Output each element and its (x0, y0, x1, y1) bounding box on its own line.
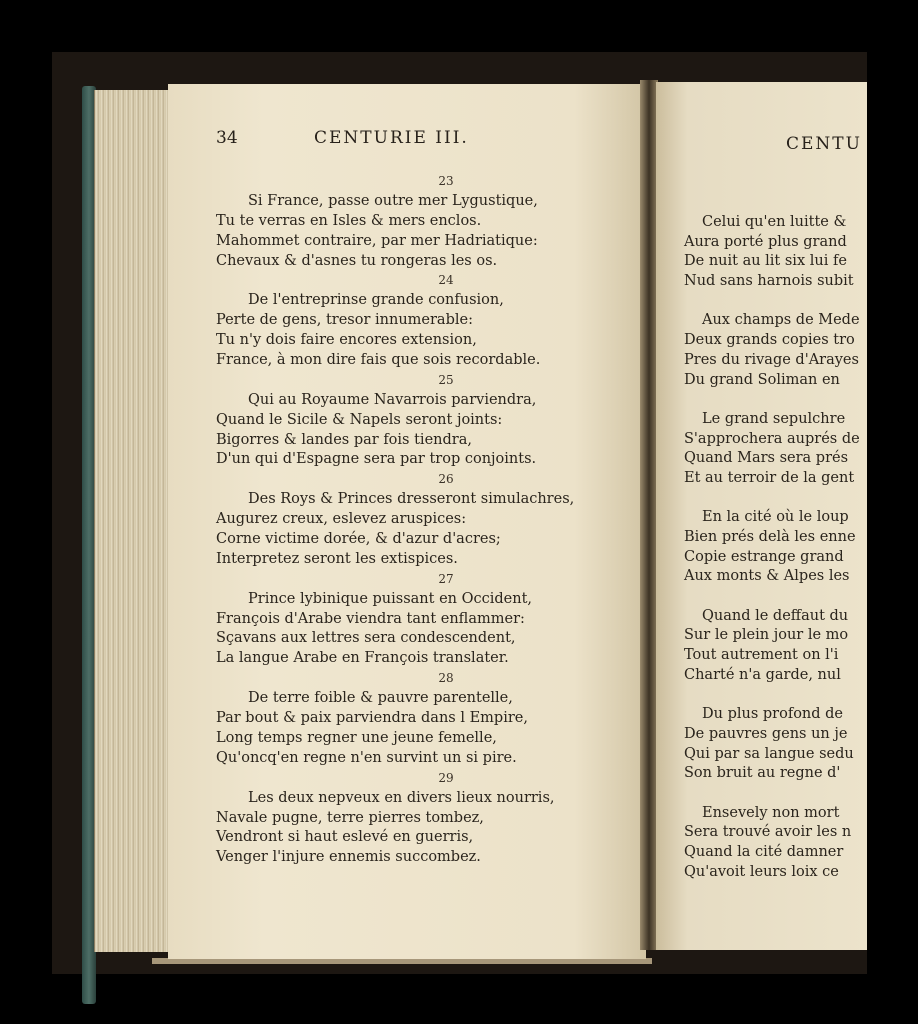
verse-line: Tout autrement on l'i (684, 647, 839, 664)
verse-line: Augurez creux, eslevez aruspices: (216, 511, 467, 528)
verse-line: Sera trouvé avoir les n (684, 824, 852, 841)
verse-line: De pauvres gens un je (684, 725, 848, 742)
verse-line: Prince lybinique puissant en Occident, (248, 590, 533, 607)
right-stanza (684, 804, 867, 883)
verse-line: Et au terroir de la gent (684, 469, 855, 486)
quatrain-number: 23 (438, 174, 454, 188)
verse-line: Des Roys & Princes dresseront simulachres, (248, 491, 575, 508)
verse-line: Venger l'injure ennemis succombez. (216, 849, 481, 866)
quatrain-number: 27 (438, 571, 454, 586)
right-running-head: CENTU (786, 134, 862, 154)
verse-line: En la cité où le loup (702, 509, 849, 526)
right-stanza (684, 607, 867, 686)
verse-line: François d'Arabe viendra tant enflammer: (216, 610, 525, 627)
right-page-text (684, 213, 867, 902)
verse-line: Son bruit au regne d' (684, 765, 841, 782)
right-stanza (684, 213, 867, 292)
verse-line: Aura porté plus grand (684, 233, 847, 250)
right-stanza (684, 410, 867, 489)
right-stanza (684, 311, 867, 390)
verse-line: Quand Mars sera prés (684, 450, 849, 467)
quatrain-number: 28 (438, 671, 454, 686)
verse-line: Le grand sepulchre (702, 410, 846, 427)
verse-line: Qui au Royaume Navarrois parviendra, (248, 391, 537, 408)
verse-line: Aux champs de Mede (702, 312, 860, 329)
verse-line: La langue Arabe en François translater. (216, 650, 509, 667)
quatrain (216, 769, 636, 868)
verse-line: Quand le Sicile & Napels seront joints: (216, 411, 503, 428)
verse-line: Charté n'a garde, nul (684, 666, 841, 683)
verse-line: Qu'avoit leurs loix ce (684, 863, 839, 880)
verse-line: Tu te verras en Isles & mers enclos. (216, 212, 482, 229)
verse-line: Si France, passe outre mer Lygustique, (248, 192, 538, 209)
right-page (656, 82, 867, 950)
running-head-title: CENTURIE III. (314, 128, 469, 148)
page-edges (94, 90, 170, 952)
quatrain-list (216, 172, 636, 868)
verse-line: Copie estrange grand (684, 548, 844, 565)
quatrain-number: 24 (438, 273, 454, 288)
verse-line: De terre foible & pauvre parentelle, (248, 690, 513, 707)
quatrain (216, 271, 636, 370)
right-stanza (684, 705, 867, 784)
quatrain (216, 371, 636, 470)
verse-line: Navale pugne, terre pierres tombez, (216, 809, 484, 826)
verse-line: De l'entreprinse grande confusion, (248, 292, 504, 309)
quatrain-number: 26 (438, 472, 454, 487)
verse-line: D'un qui d'Espagne sera par trop conjoints. (216, 451, 537, 468)
quatrain (216, 669, 636, 768)
verse-line: Corne victime dorée, & d'azur d'acres; (216, 531, 501, 548)
verse-line: Pres du rivage d'Arayes (684, 351, 859, 368)
verse-line: Chevaux & d'asnes tu rongeras les os. (216, 252, 498, 269)
verse-line: Du grand Soliman en (684, 371, 840, 388)
verse-line: Par bout & paix parviendra dans l Empire, (216, 710, 528, 727)
verse-line: S'approchera auprés de (684, 430, 860, 447)
verse-line: Ensevely non mort (702, 804, 840, 821)
quatrain (216, 570, 636, 669)
verse-line: De nuit au lit six lui fe (684, 253, 847, 270)
quatrain (216, 470, 636, 569)
verse-line: Long temps regner une jeune femelle, (216, 729, 497, 746)
verse-line: Mahommet contraire, par mer Hadriatique: (216, 232, 538, 249)
quatrain (216, 172, 636, 271)
verse-line: Qui par sa langue sedu (684, 745, 854, 762)
verse-line: Tu n'y dois faire encores extension, (216, 332, 477, 349)
quatrain-number: 25 (438, 372, 454, 387)
verse-line: Aux monts & Alpes les (684, 568, 850, 585)
verse-line: Bien prés delà les enne (684, 529, 856, 545)
right-stanza (684, 508, 867, 587)
verse-line: Bigorres & landes par fois tiendra, (216, 431, 472, 448)
verse-line: France, à mon dire fais que sois recordable. (216, 352, 541, 369)
open-book (52, 52, 867, 974)
verse-line: Qu'oncq'en regne n'en survint un si pire. (216, 749, 517, 766)
verse-line: Quand la cité damner (684, 844, 844, 860)
verse-line: Deux grands copies tro (684, 332, 855, 349)
verse-line: Perte de gens, tresor innumerable: (216, 312, 473, 329)
verse-line: Quand le deffaut du (702, 607, 849, 624)
verse-line: Sçavans aux lettres sera condescendent, (216, 630, 516, 647)
left-page (168, 84, 646, 959)
verse-line: Les deux nepveux en divers lieux nourris, (248, 789, 555, 806)
verse-line: Sur le plein jour le mo (684, 627, 849, 644)
verse-line: Du plus profond de (702, 706, 844, 723)
verse-line: Celui qu'en luitte & (702, 214, 847, 230)
verse-line: Interpretez seront les extispices. (216, 550, 458, 567)
verse-line: Nud sans harnois subit (684, 273, 854, 290)
page-number: 34 (216, 128, 238, 148)
quatrain-number: 29 (438, 770, 454, 785)
verse-line: Vendront si haut eslevé en guerris, (216, 829, 474, 846)
